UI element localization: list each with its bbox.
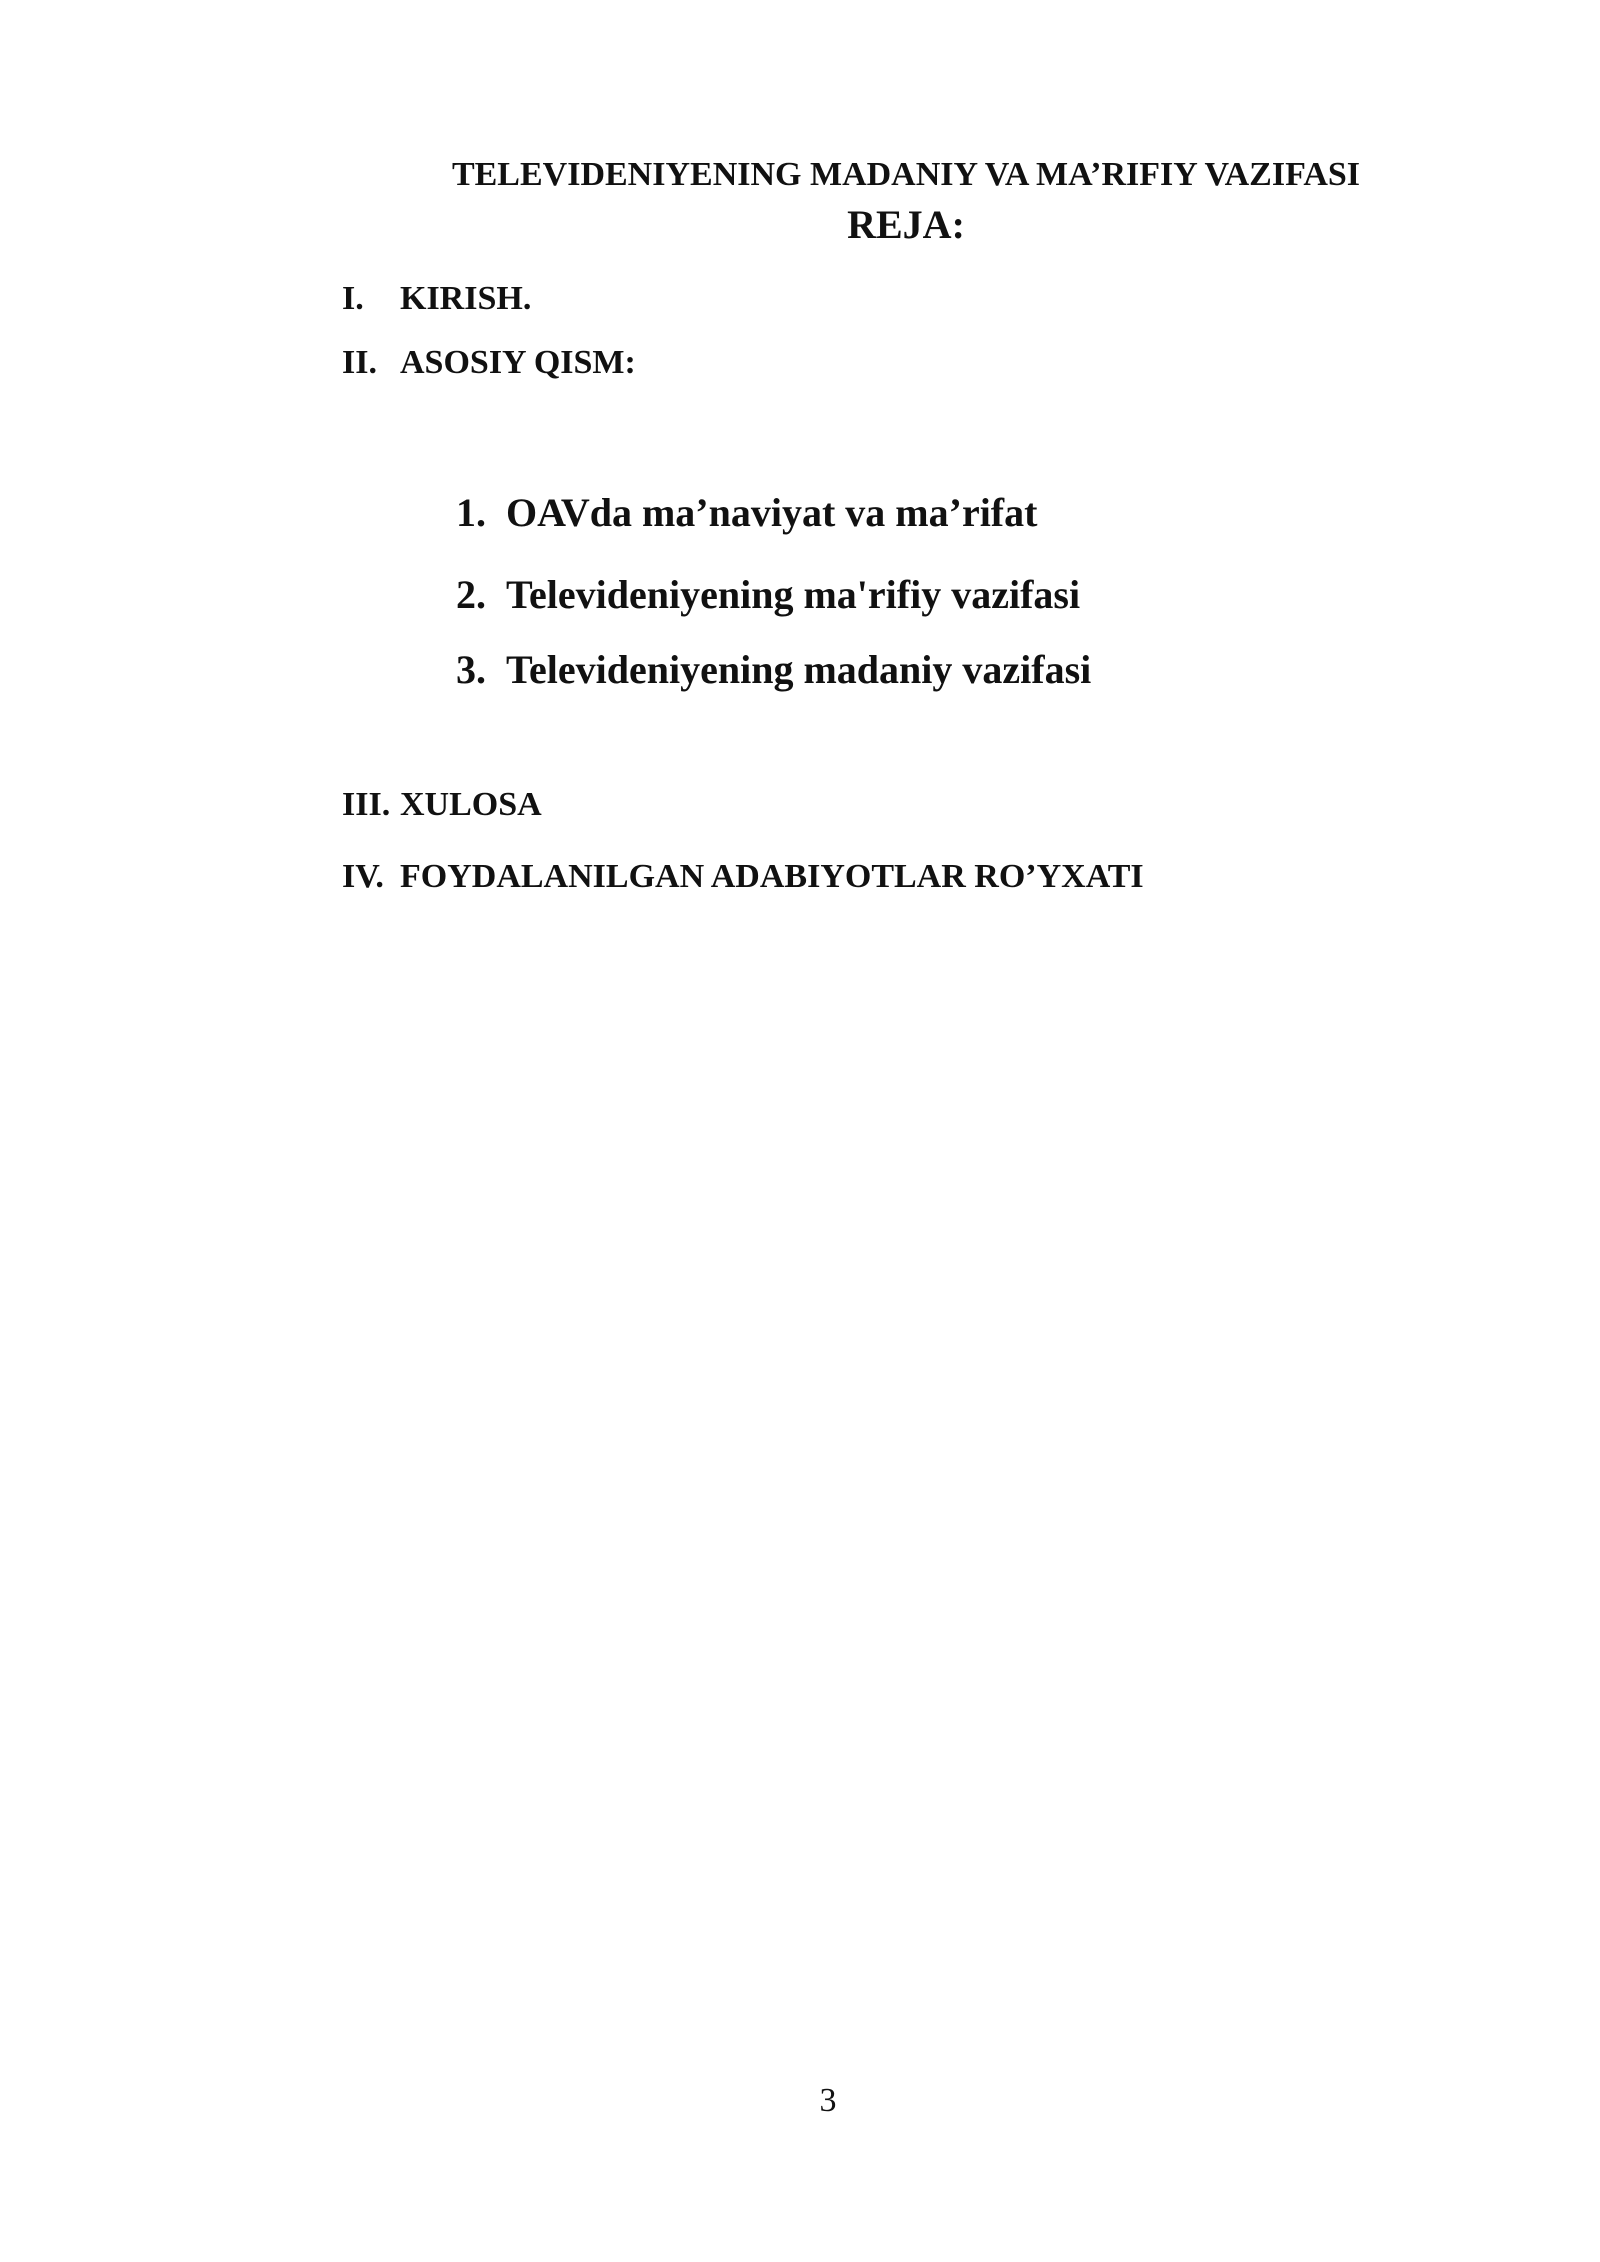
outline-item-introduction <box>342 278 531 320</box>
section-item-2 <box>456 570 1080 620</box>
outline-item-references <box>342 856 1144 898</box>
document-title: TELEVIDENIYENING MADANIY VA MA’RIFIY VAZIFASI <box>451 156 1361 193</box>
outline-item-conclusion <box>342 784 542 826</box>
page-number: 3 <box>819 2082 837 2119</box>
section-number: 2. <box>456 572 486 617</box>
section-label: OAVda ma’naviyat va ma’rifat <box>506 490 1038 535</box>
outline-label: KIRISH. <box>400 280 532 317</box>
outline-label: XULOSA <box>400 786 542 823</box>
section-item-3 <box>456 645 1091 695</box>
section-number: 3. <box>456 647 486 692</box>
outline-number: IV. <box>342 858 384 895</box>
section-label: Televideniyening madaniy vazifasi <box>506 647 1092 692</box>
section-number: 1. <box>456 490 486 535</box>
outline-label: FOYDALANILGAN ADABIYOTLAR RO’YXATI <box>400 858 1144 895</box>
outline-item-main-part <box>342 342 636 384</box>
plan-heading: REJA: <box>847 202 965 247</box>
outline-number: III. <box>342 786 391 823</box>
outline-label: ASOSIY QISM: <box>400 344 636 381</box>
outline-number: II. <box>342 344 377 381</box>
outline-number: I. <box>342 280 364 317</box>
section-item-1 <box>456 488 1037 538</box>
section-label: Televideniyening ma'rifiy vazifasi <box>506 572 1081 617</box>
